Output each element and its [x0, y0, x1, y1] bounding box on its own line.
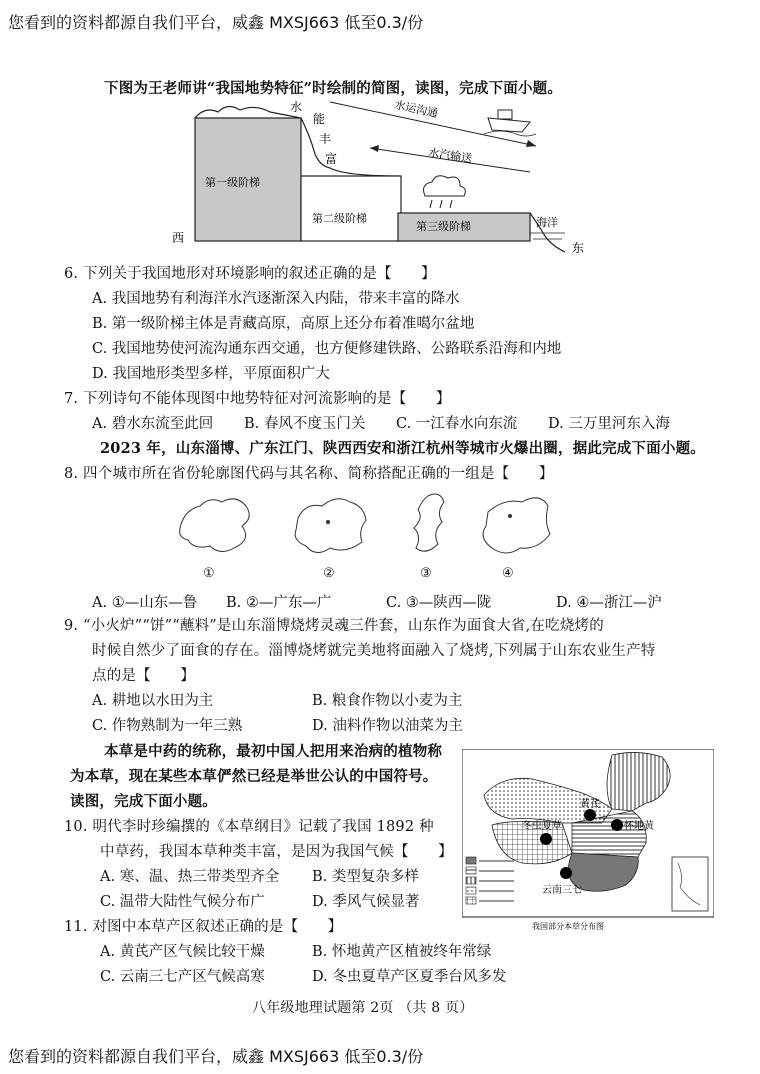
map-label-sanqi: 云南三七	[542, 885, 582, 896]
q10-option-b: B. 类型复杂多样	[312, 869, 419, 885]
map-label-huangqi: 黄芪	[580, 799, 600, 810]
terrain-diagram	[170, 96, 590, 261]
q10-stem-line1: 10. 明代李时珍编撰的《本草纲目》记载了我国 1892 种	[64, 819, 434, 835]
step2-label: 第二级阶梯	[312, 212, 367, 225]
energy-char-1: 能	[313, 112, 326, 126]
ship-icon	[484, 110, 536, 136]
q9-option-d: D. 油料作物以油菜为主	[312, 718, 463, 734]
herb-dot-cordyceps	[540, 833, 552, 845]
q8-option-c: C. ③—陕西—陇	[386, 595, 492, 611]
q7-stem: 7. 下列诗句不能体现图中地势特征对河流影响的是【 】	[64, 391, 451, 407]
q8-option-a: A. ①—山东—鲁	[92, 595, 198, 611]
header-watermark: 您看到的资料都源自我们平台，威鑫 MXSJ663 低至0.3/份	[8, 13, 424, 32]
q7-option-b: B. 春风不度玉门关	[244, 416, 366, 432]
q11-option-a: A. 黄芪产区气候比较干燥	[100, 944, 265, 960]
q9-option-b: B. 粮食作物以小麦为主	[312, 693, 463, 709]
q8-option-d: D. ④—浙江—沪	[556, 595, 662, 611]
q11-stem: 11. 对图中本草产区叙述正确的是【 】	[64, 919, 343, 935]
q6-option-d: D. 我国地形类型多样，平原面积广大	[92, 366, 330, 382]
east-label: 东	[572, 241, 585, 255]
q9-stem-line2: 时候自然少了面食的存在。淄博烧烤就完美地将面融入了烧烤,下列属于山东农业生产特	[92, 643, 656, 659]
q10-option-a: A. 寒、温、热三带类型齐全	[100, 869, 280, 885]
province-outline-3	[414, 494, 444, 551]
q10-stem-line2: 中草药，我国本草种类丰富，是因为我国气候【 】	[100, 844, 453, 860]
q6-option-b: B. 第一级阶梯主体是青藏高原，高原上还分布着准噶尔盆地	[92, 316, 475, 332]
q11-option-d: D. 冬虫夏草产区夏季台风多发	[312, 969, 507, 985]
q10-option-d: D. 季风气候显著	[312, 894, 420, 910]
q6-stem: 6. 下列关于我国地形对环境影响的叙述正确的是【 】	[64, 266, 436, 282]
province-outlines	[170, 488, 570, 566]
q7-option-c: C. 一江春水向东流	[396, 416, 518, 432]
energy-char-3: 富	[325, 152, 338, 166]
herb-dot-sanqi	[560, 867, 572, 879]
page-footer: 八年级地理试题第 2页 （共 8 页）	[252, 1000, 474, 1016]
intro-herb-line3: 读图，完成下面小题。	[70, 793, 217, 810]
q7-option-d: D. 三万里河东入海	[548, 416, 670, 432]
q9-option-a: A. 耕地以水田为主	[92, 693, 214, 709]
province-outline-2	[295, 499, 366, 553]
outline-label-2: ②	[323, 566, 335, 581]
step2-block	[301, 176, 401, 241]
province-outline-4	[483, 498, 550, 553]
q7-option-a: A. 碧水东流至此回	[92, 416, 214, 432]
intro-herb-line2: 为本草，现在某些本草俨然已经是举世公认的中国符号。	[70, 768, 438, 785]
outline-label-1: ①	[203, 566, 215, 581]
ocean-label: 海洋	[536, 216, 558, 229]
intro-herb-line1: 本草是中药的统称，最初中国人把用来治病的植物称	[104, 743, 443, 760]
herb-dot-huangqi	[584, 809, 596, 821]
intro-diagram-text: 下图为王老师讲“我国地势特征”时绘制的简图，读图，完成下面小题。	[104, 80, 563, 97]
south-sea-inset	[672, 857, 708, 911]
q6-option-a: A. 我国地势有利海洋水汽逐渐深入内陆，带来丰富的降水	[92, 291, 460, 307]
vapor-label: 水汽输送	[427, 146, 473, 166]
q11-option-c: C. 云南三七产区气候高寒	[100, 969, 265, 985]
step3-label: 第三级阶梯	[416, 220, 471, 233]
q8-option-b: B. ②—广东—广	[226, 595, 332, 611]
outline-label-3: ③	[420, 566, 432, 581]
west-label: 西	[172, 231, 185, 245]
herb-distribution-map	[462, 749, 714, 933]
map-label-rehmannia: 怀地黄	[624, 821, 654, 832]
footer-watermark: 您看到的资料都源自我们平台，威鑫 MXSJ663 低至0.3/份	[8, 1047, 424, 1066]
q6-option-c: C. 我国地势使河流沟通东西交通，也方便修建铁路、公路联系沿海和内地	[92, 341, 562, 357]
province-outline-1	[180, 499, 250, 552]
intro-cities-text: 2023 年，山东淄博、广东江门、陕西西安和浙江杭州等城市火爆出圈，据此完成下面小题。	[100, 440, 706, 457]
q9-option-c: C. 作物熟制为一年三熟	[92, 718, 243, 734]
herb-dot-rehmannia	[611, 819, 623, 831]
q10-option-c: C. 温带大陆性气候分布广	[100, 894, 265, 910]
step1-label: 第一级阶梯	[205, 176, 260, 189]
outline-label-4: ④	[502, 566, 514, 581]
shipping-label: 水运沟通	[393, 98, 440, 121]
q9-stem-line1: 9. “小火炉”“饼”“蘸料”是山东淄博烧烤灵魂三件套，山东作为面食大省,在吃烧烤的	[64, 618, 604, 634]
q9-stem-line3: 点的是【 】	[92, 668, 195, 684]
q8-stem: 8. 四个城市所在省份轮廓图代码与其名称、简称搭配正确的一组是【 】	[64, 466, 554, 482]
water-label: 水	[290, 100, 303, 114]
q11-option-b: B. 怀地黄产区植被终年常绿	[312, 944, 492, 960]
map-label-cordyceps: 冬虫夏草	[522, 821, 562, 832]
map-caption: 我国部分本草分布图	[532, 922, 604, 931]
rain-cloud-icon	[424, 176, 466, 208]
energy-char-2: 丰	[319, 132, 332, 146]
